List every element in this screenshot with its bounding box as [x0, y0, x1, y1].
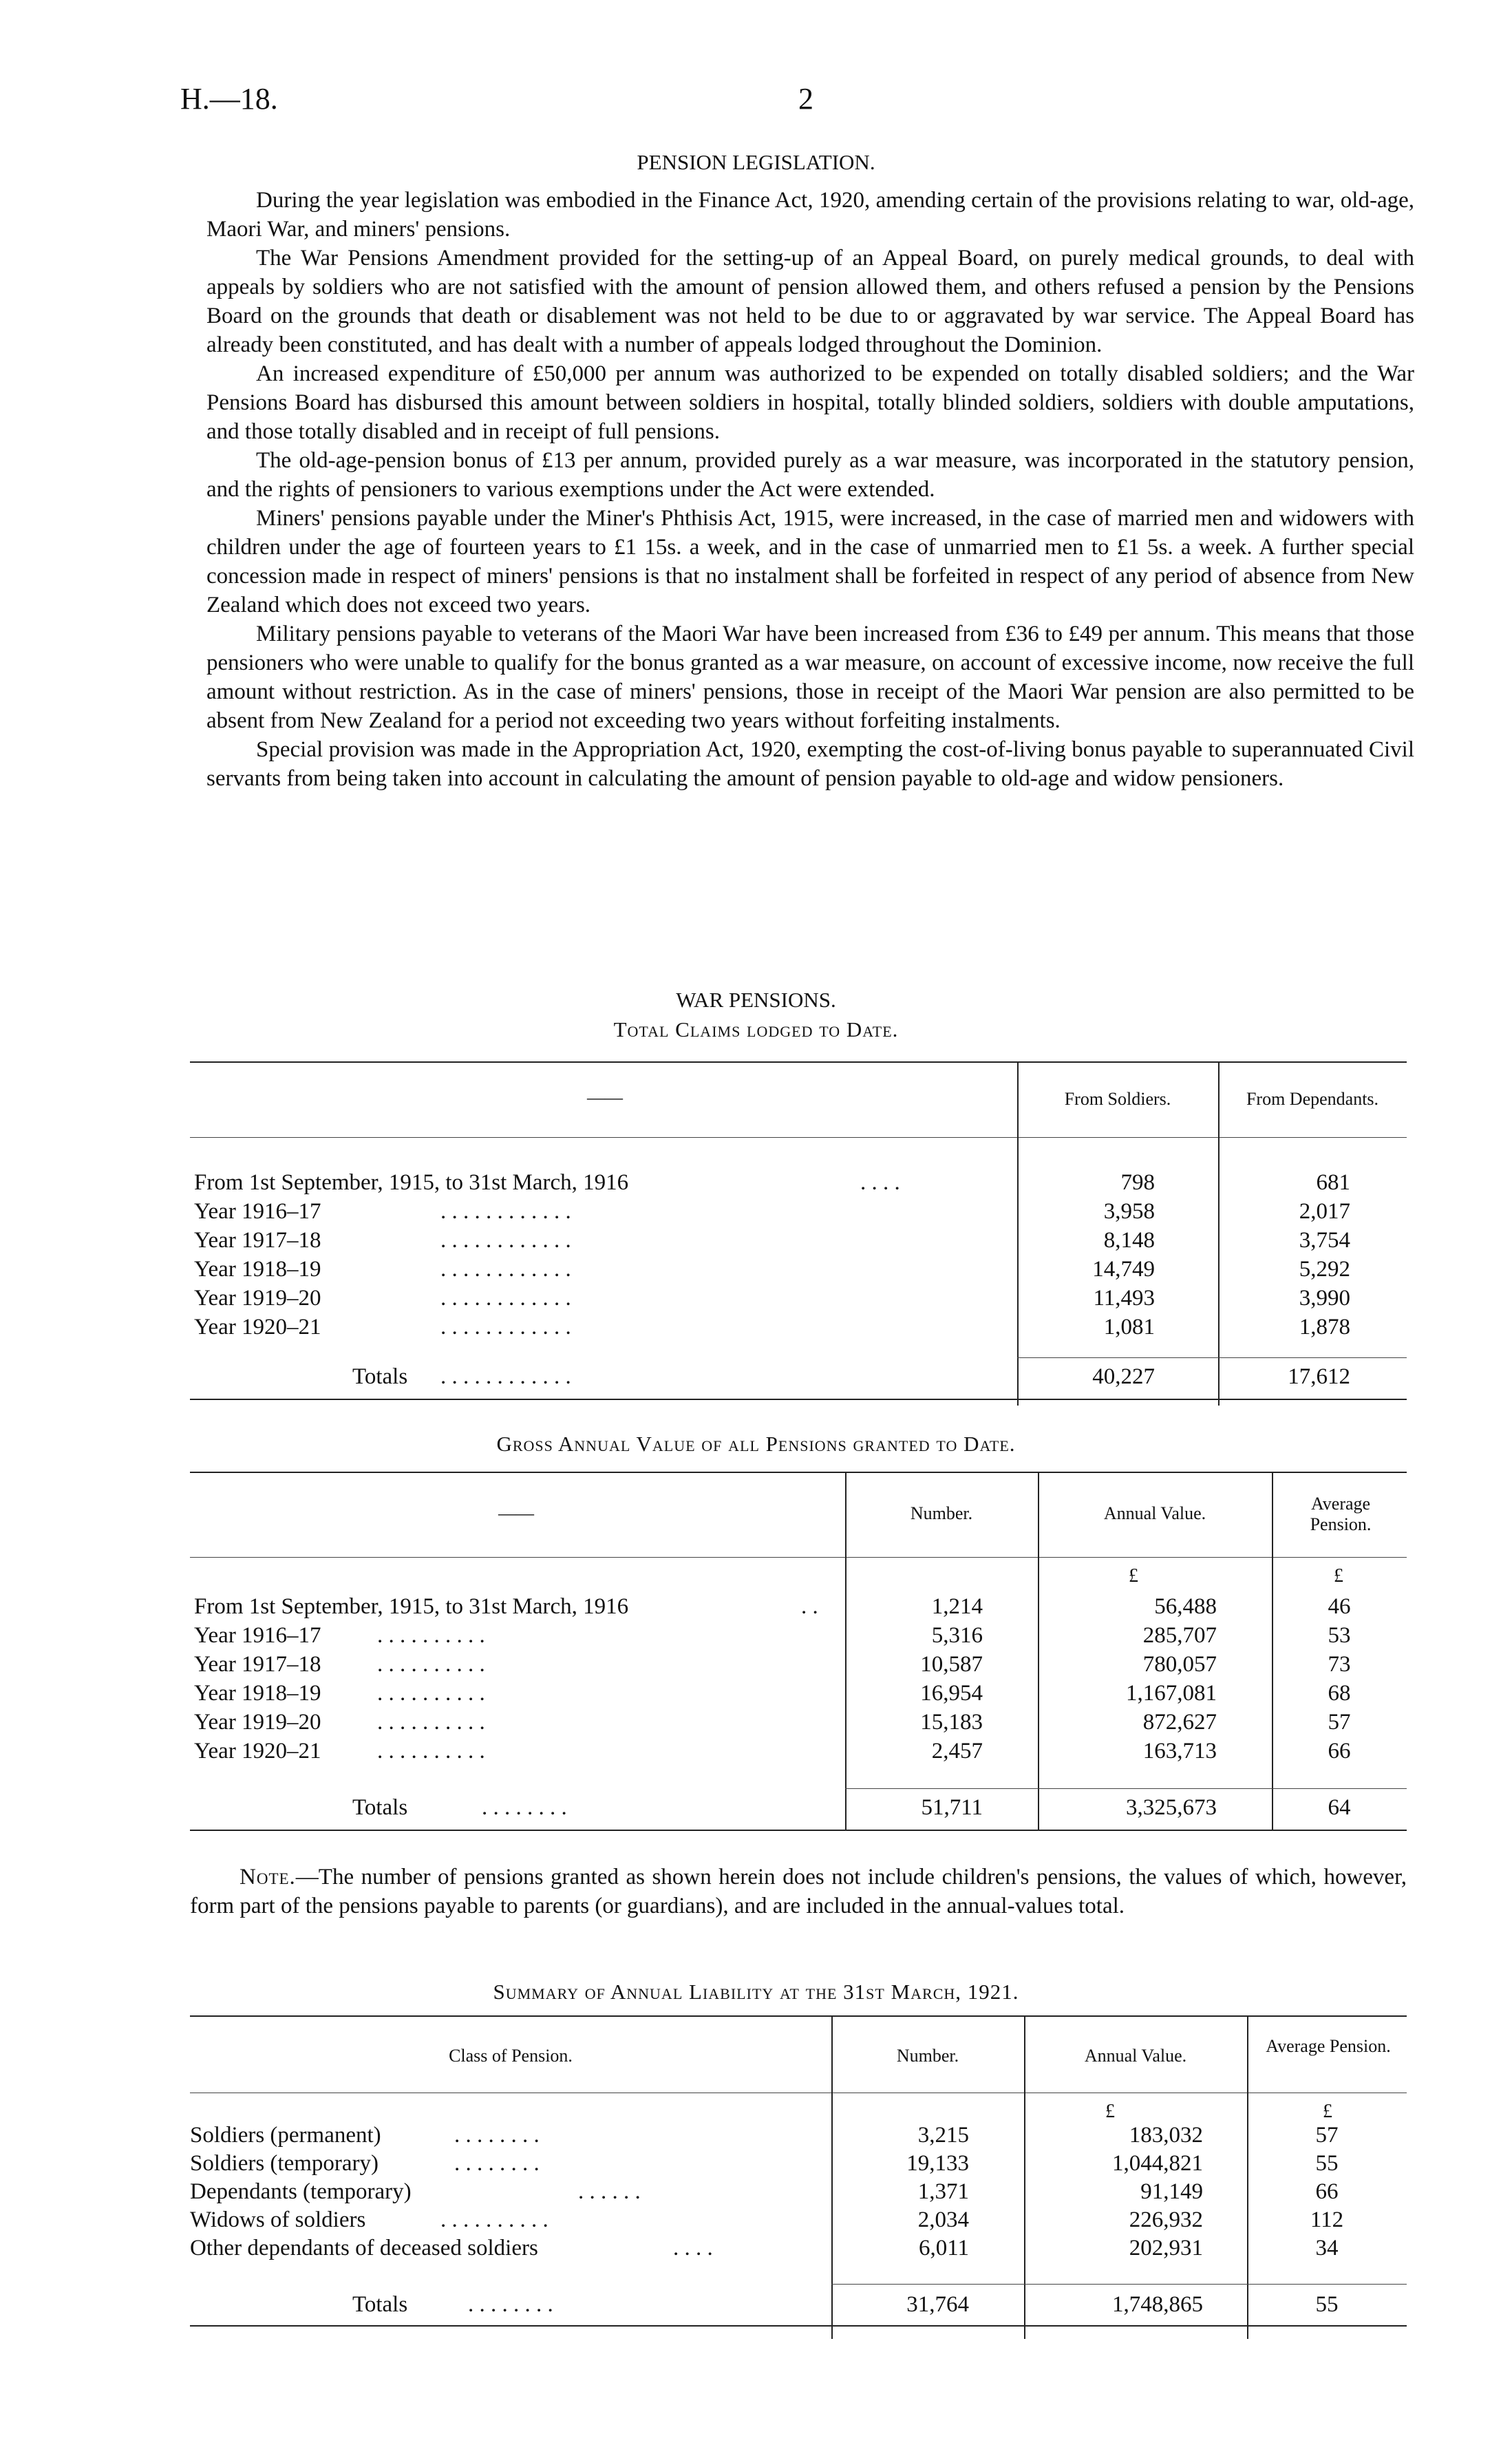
- totals-annual-value: 3,325,673: [1126, 1795, 1217, 1820]
- row-label: Year 1917–18: [194, 1228, 321, 1253]
- cell-average: 46: [1328, 1594, 1351, 1619]
- rule: [831, 2284, 1407, 2285]
- totals-annual-value: 1,748,865: [1112, 2292, 1203, 2317]
- column-header-annual-value: Annual Value.: [1084, 2046, 1187, 2066]
- cell-number: 15,183: [920, 1710, 983, 1735]
- row-label: Dependants (temporary): [190, 2179, 412, 2204]
- cell-annual-value: 1,044,821: [1112, 2151, 1203, 2176]
- section-title-war-pensions: WAR PENSIONS.: [676, 988, 836, 1012]
- paragraph: Military pensions payable to veterans of the Maori War have been increased from £36 to £49 per annum. This means that those pensioners who were unable to qualify for the bonus granted as a war measure, on account of excessive income, now receive the full amount without restriction. As in the case of miners' pensions, those in receipt of the Maori War pension are also permitted to be absent from New Zealand for a period not exceeding two years without forfeiting instalments.: [206, 622, 1414, 733]
- leader-dots: . . . . . . . . . . . .: [440, 1257, 571, 1282]
- column-header-number: Number.: [896, 2046, 959, 2066]
- cell-dependants: 3,990: [1299, 1286, 1350, 1311]
- cell-annual-value: 163,713: [1142, 1739, 1217, 1763]
- row-label: Year 1917–18: [194, 1652, 321, 1677]
- unit-pound: £: [1105, 2101, 1115, 2122]
- leader-dots: . . . .: [673, 2236, 713, 2260]
- column-header-dependants: From Dependants.: [1246, 1089, 1379, 1109]
- rule: [190, 1557, 1407, 1558]
- rule: [1017, 1357, 1407, 1358]
- rule: [190, 2015, 1407, 2017]
- leader-dots: . . . . . . . .: [482, 1795, 567, 1820]
- column-header-average-pension: Average Pension.: [1266, 2036, 1391, 2056]
- cell-number: 1,371: [917, 2179, 969, 2204]
- note-lead: Note.: [239, 1865, 296, 1889]
- row-label: Year 1920–21: [194, 1739, 321, 1763]
- column-header-blank: ——: [498, 1503, 534, 1523]
- note: [190, 1863, 1407, 1920]
- unit-pound: £: [1129, 1565, 1138, 1587]
- leader-dots: . . . . . . . . . .: [377, 1710, 485, 1735]
- leader-dots: . . . . . . . . . .: [377, 1739, 485, 1763]
- column-header-blank: ——: [587, 1088, 623, 1108]
- column-rule: [1038, 1472, 1039, 1830]
- note-text: —The number of pensions granted as shown herein does not include children's pensions, the values of which, however, form part of the pensions payable to parents (or guardians), and are included in the annual-values total.: [190, 1865, 1407, 1918]
- cell-average: 57: [1328, 1710, 1351, 1735]
- row-label: Year 1919–20: [194, 1286, 321, 1311]
- document-reference: H.—18.: [180, 82, 278, 116]
- leader-dots: . . . . . . . .: [454, 2151, 540, 2176]
- cell-soldiers: 8,148: [1103, 1228, 1155, 1253]
- row-label: Other dependants of deceased soldiers: [190, 2236, 538, 2260]
- leader-dots: . . . . . . . . . .: [377, 1652, 485, 1677]
- rule: [190, 1137, 1407, 1138]
- column-rule: [1272, 1472, 1273, 1830]
- leader-dots: . . . . . . . . . . . .: [440, 1228, 571, 1253]
- totals-label: Totals: [352, 1795, 408, 1820]
- column-header-class: Class of Pension.: [449, 2046, 573, 2066]
- leader-dots: . . . . . . . . . .: [377, 1623, 485, 1648]
- cell-average: 53: [1328, 1623, 1351, 1648]
- cell-number: 6,011: [918, 2236, 969, 2260]
- row-label: Soldiers (permanent): [190, 2123, 381, 2148]
- column-header-number: Number.: [910, 1503, 973, 1523]
- cell-dependants: 5,292: [1299, 1257, 1350, 1282]
- cell-soldiers: 798: [1120, 1170, 1155, 1195]
- cell-annual-value: 91,149: [1140, 2179, 1203, 2204]
- cell-number: 10,587: [920, 1652, 983, 1677]
- column-rule: [845, 1472, 846, 1830]
- column-header-annual-value: Annual Value.: [1103, 1503, 1206, 1523]
- column-rule: [1247, 2015, 1248, 2339]
- row-label: Year 1918–19: [194, 1257, 321, 1282]
- row-label: Year 1920–21: [194, 1315, 321, 1339]
- leader-dots: . .: [801, 1594, 818, 1619]
- cell-dependants: 1,878: [1299, 1315, 1350, 1339]
- cell-dependants: 681: [1316, 1170, 1350, 1195]
- leader-dots: . . . . . . . . . .: [377, 1681, 485, 1706]
- claims-table-title: Total Claims lodged to Date.: [613, 1017, 899, 1041]
- paragraph: The War Pensions Amendment provided for the setting-up of an Appeal Board, on purely medical grounds, to deal with appeals by soldiers who are not satisfied with the amount of pension allowed them, and others refused a pension by the Pensions Board on the grounds that death or disablement was not held to be due to or aggravated by war service. The Appeal Board has already been constituted, and has dealt with a number of appeals lodged throughout the Dominion.: [206, 246, 1414, 357]
- leader-dots: . . . . . . . . . . . .: [440, 1364, 571, 1389]
- cell-annual-value: 226,932: [1129, 2207, 1203, 2232]
- cell-annual-value: 285,707: [1142, 1623, 1217, 1648]
- cell-number: 19,133: [906, 2151, 969, 2176]
- cell-average: 55: [1315, 2151, 1339, 2176]
- leader-dots: . . . .: [860, 1170, 900, 1195]
- row-label: From 1st September, 1915, to 31st March, 1916: [194, 1170, 629, 1195]
- row-label: Soldiers (temporary): [190, 2151, 379, 2176]
- rule: [190, 1399, 1407, 1400]
- rule: [190, 2325, 1407, 2327]
- cell-annual-value: 56,488: [1154, 1594, 1217, 1619]
- cell-average: 66: [1328, 1739, 1351, 1763]
- leader-dots: . . . . . . . . . . . .: [440, 1286, 571, 1311]
- rule: [190, 1061, 1407, 1063]
- totals-number: 31,764: [906, 2292, 969, 2317]
- summary-table-title: Summary of Annual Liability at the 31st March, 1921.: [493, 1980, 1019, 2004]
- row-label: Year 1916–17: [194, 1199, 321, 1224]
- cell-dependants: 2,017: [1299, 1199, 1350, 1224]
- paragraph: During the year legislation was embodied in the Finance Act, 1920, amending certain of the provisions relating to war, old-age, Maori War, and miners' pensions.: [206, 188, 1414, 242]
- section-title-pension-legislation: PENSION LEGISLATION.: [637, 150, 875, 174]
- gross-table-title: Gross Annual Value of all Pensions granted to Date.: [496, 1432, 1016, 1456]
- rule: [190, 1830, 1407, 1831]
- cell-number: 16,954: [920, 1681, 983, 1706]
- row-label: Widows of soldiers: [190, 2207, 366, 2232]
- totals-average: 64: [1328, 1795, 1351, 1820]
- rule: [845, 1788, 1407, 1789]
- cell-average: 68: [1328, 1681, 1351, 1706]
- cell-annual-value: 1,167,081: [1126, 1681, 1217, 1706]
- row-label: From 1st September, 1915, to 31st March, 1916: [194, 1594, 629, 1619]
- cell-number: 5,316: [931, 1623, 983, 1648]
- totals-soldiers: 40,227: [1092, 1364, 1155, 1389]
- rule: [190, 1472, 1407, 1473]
- page-number: 2: [798, 82, 813, 116]
- leader-dots: . . . . . . . . . . . .: [440, 1199, 571, 1224]
- cell-soldiers: 3,958: [1103, 1199, 1155, 1224]
- totals-label: Totals: [352, 1364, 408, 1389]
- leader-dots: . . . . . .: [578, 2179, 641, 2204]
- legislation-body: [206, 186, 1414, 793]
- cell-annual-value: 872,627: [1142, 1710, 1217, 1735]
- leader-dots: . . . . . . . . . .: [440, 2207, 549, 2232]
- cell-annual-value: 202,931: [1129, 2236, 1203, 2260]
- paragraph: The old-age-pension bonus of £13 per annum, provided purely as a war measure, was incorporated in the statutory pension, and the rights of pensioners to various exemptions under the Act were extended.: [206, 448, 1414, 502]
- cell-average: 34: [1315, 2236, 1339, 2260]
- cell-average: 66: [1315, 2179, 1339, 2204]
- cell-average: 112: [1310, 2207, 1344, 2232]
- cell-number: 1,214: [931, 1594, 983, 1619]
- cell-annual-value: 183,032: [1129, 2123, 1203, 2148]
- paragraph: Miners' pensions payable under the Miner's Phthisis Act, 1915, were increased, in the case of married men and widowers with children under the age of fourteen years to £1 15s. a week, and in the case of unmarried men to £1 5s. a week. A further special concession made in respect of miners' pensions is that no instalment shall be forfeited in respect of any period of absence from New Zealand which does not exceed two years.: [206, 506, 1414, 617]
- cell-average: 57: [1315, 2123, 1339, 2148]
- leader-dots: . . . . . . . .: [468, 2292, 553, 2317]
- column-header-soldiers: From Soldiers.: [1064, 1089, 1171, 1109]
- cell-soldiers: 1,081: [1103, 1315, 1155, 1339]
- totals-average: 55: [1315, 2292, 1339, 2317]
- cell-soldiers: 14,749: [1092, 1257, 1155, 1282]
- row-label: Year 1916–17: [194, 1623, 321, 1648]
- leader-dots: . . . . . . . . . . . .: [440, 1315, 571, 1339]
- paragraph: Special provision was made in the Appropriation Act, 1920, exempting the cost-of-living bonus payable to superannuated Civil servants from being taken into account in calculating the amount of pension payable to old-age and widow pensioners.: [206, 737, 1414, 791]
- cell-average: 73: [1328, 1652, 1351, 1677]
- column-header-average-pension: Average Pension.: [1310, 1494, 1372, 1534]
- totals-dependants: 17,612: [1288, 1364, 1350, 1389]
- cell-number: 3,215: [917, 2123, 969, 2148]
- unit-pound: £: [1334, 1565, 1343, 1587]
- cell-dependants: 3,754: [1299, 1228, 1350, 1253]
- cell-number: 2,034: [917, 2207, 969, 2232]
- cell-number: 2,457: [931, 1739, 983, 1763]
- row-label: Year 1919–20: [194, 1710, 321, 1735]
- cell-soldiers: 11,493: [1093, 1286, 1155, 1311]
- row-label: Year 1918–19: [194, 1681, 321, 1706]
- paragraph: An increased expenditure of £50,000 per annum was authorized to be expended on totally disabled soldiers; and the War Pensions Board has disbursed this amount between soldiers in hospital, totally blinded soldiers, soldiers with double amputations, and those totally disabled and in receipt of full pensions.: [206, 361, 1414, 444]
- unit-pound: £: [1323, 2101, 1332, 2122]
- totals-label: Totals: [352, 2292, 408, 2317]
- totals-number: 51,711: [921, 1795, 983, 1820]
- cell-annual-value: 780,057: [1142, 1652, 1217, 1677]
- leader-dots: . . . . . . . .: [454, 2123, 540, 2148]
